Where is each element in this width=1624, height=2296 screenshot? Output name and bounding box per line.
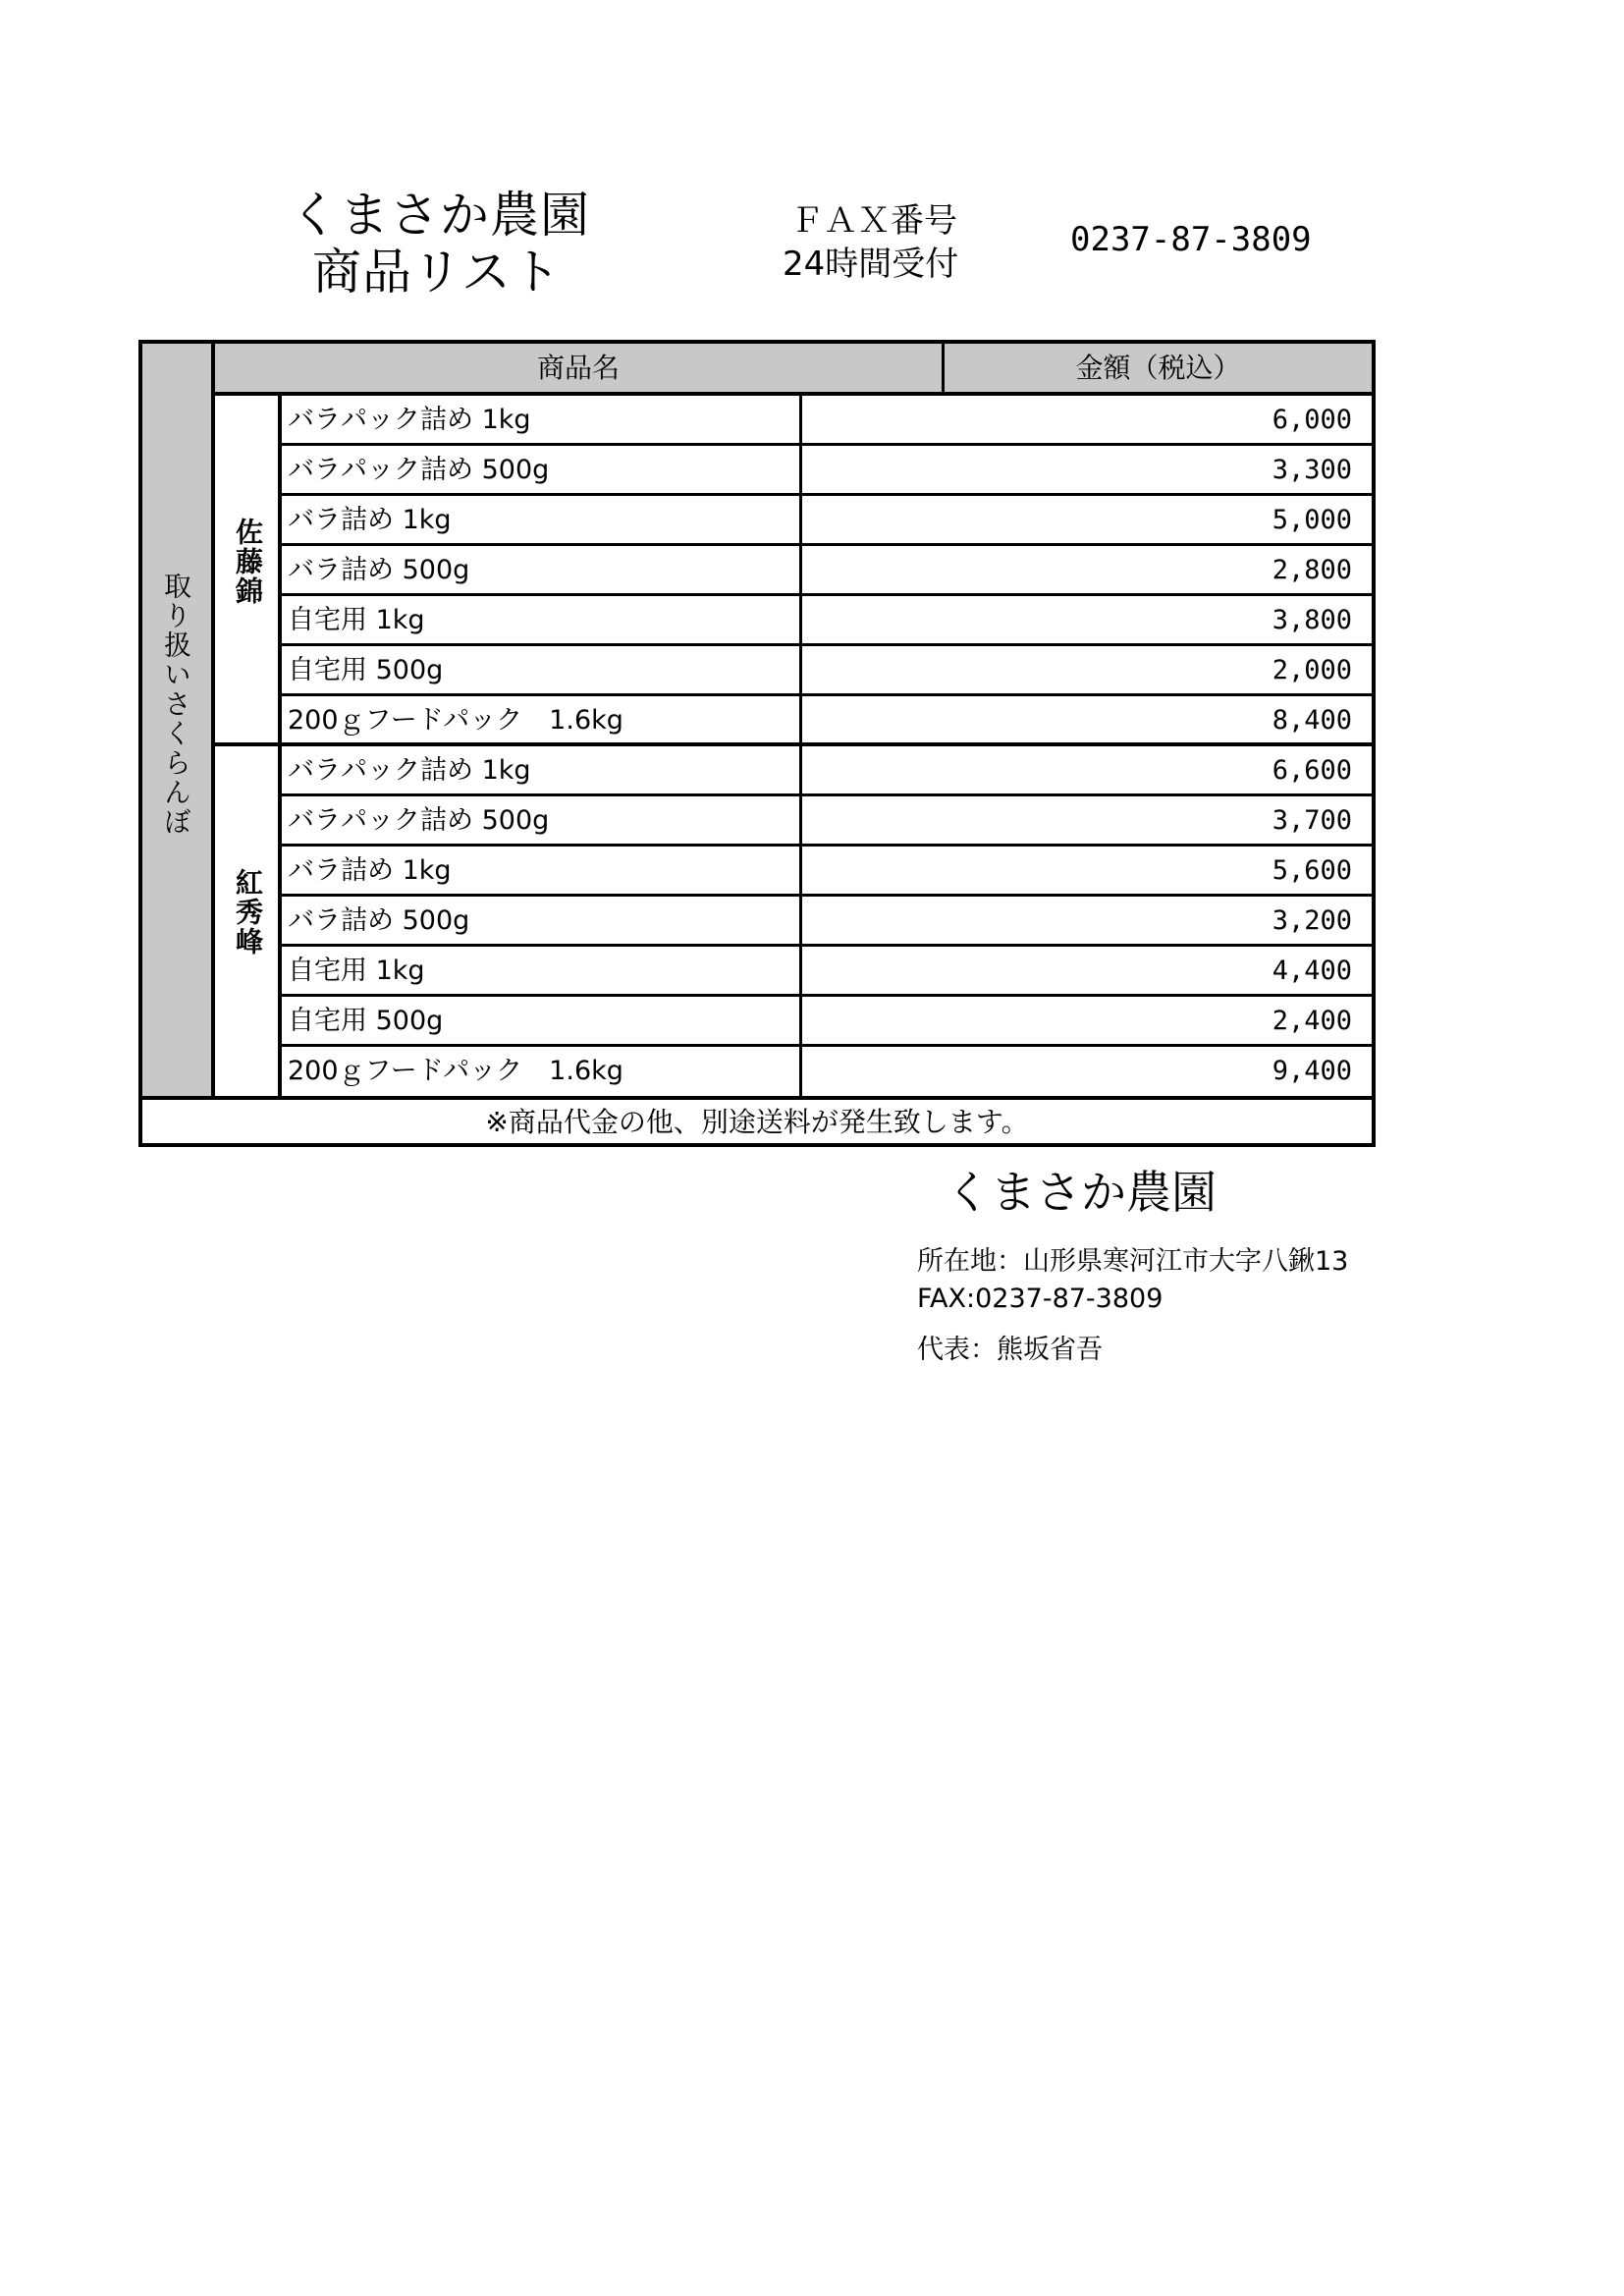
table-row bbox=[282, 496, 1372, 546]
product-price: 3,700 bbox=[802, 796, 1372, 847]
representative: 代表：熊坂省吾 bbox=[917, 1335, 1103, 1365]
variety-group-sato-nishiki bbox=[215, 396, 282, 746]
product-price: 5,000 bbox=[802, 496, 1372, 546]
fax-label: ＦＡＸ番号 bbox=[790, 201, 957, 241]
product-price: 3,200 bbox=[802, 897, 1372, 947]
variety-label: 紅秀峰 bbox=[232, 868, 264, 957]
product-price: 3,300 bbox=[802, 446, 1372, 496]
product-price: 6,000 bbox=[802, 396, 1372, 446]
product-name: 自宅用 500g bbox=[282, 646, 802, 696]
farm-name: くまさか農園 bbox=[946, 1166, 1217, 1219]
table-right-border bbox=[1372, 344, 1376, 1096]
table-row bbox=[282, 1047, 1372, 1096]
product-name: バラパック詰め 500g bbox=[282, 796, 802, 847]
product-table bbox=[138, 340, 1376, 1147]
product-name: バラ詰め 500g bbox=[282, 897, 802, 947]
table-row bbox=[282, 897, 1372, 947]
table-row bbox=[282, 997, 1372, 1047]
product-price: 2,000 bbox=[802, 646, 1372, 696]
product-name: 自宅用 1kg bbox=[282, 947, 802, 997]
fax-hours: 24時間受付 bbox=[783, 245, 959, 284]
product-name: バラパック詰め 1kg bbox=[282, 746, 802, 796]
variety-label: 佐藤錦 bbox=[232, 518, 264, 606]
table-row bbox=[282, 646, 1372, 696]
table-row bbox=[282, 596, 1372, 646]
product-name: バラ詰め 1kg bbox=[282, 496, 802, 546]
category-column bbox=[142, 344, 215, 1096]
category-label: 取り扱いさくらんぼ bbox=[160, 572, 192, 837]
product-name: 200ｇフードパック 1.6kg bbox=[282, 696, 802, 746]
document-title: くまさか農園 bbox=[290, 187, 590, 244]
fax-number: 0237-87-3809 bbox=[1070, 220, 1312, 259]
product-price: 9,400 bbox=[1272, 1056, 1352, 1086]
product-name: バラパック詰め 1kg bbox=[282, 396, 802, 446]
table-row bbox=[282, 796, 1372, 847]
fax-contact: FAX:0237-87-3809 bbox=[917, 1284, 1164, 1314]
document-subtitle: 商品リスト bbox=[312, 244, 562, 301]
product-name: バラ詰め 1kg bbox=[282, 847, 802, 897]
table-row bbox=[282, 746, 1372, 796]
product-price: 2,400 bbox=[802, 997, 1372, 1047]
product-price: 4,400 bbox=[802, 947, 1372, 997]
product-price: 6,600 bbox=[802, 746, 1372, 796]
table-row bbox=[282, 546, 1372, 596]
product-name: 自宅用 500g bbox=[282, 997, 802, 1047]
product-name: 自宅用 1kg bbox=[282, 596, 802, 646]
table-row bbox=[282, 847, 1372, 897]
address: 所在地：山形県寒河江市大字八鍬13 bbox=[917, 1246, 1349, 1277]
product-name: バラパック詰め 500g bbox=[282, 446, 802, 496]
variety-group-beni-shuho bbox=[215, 746, 282, 1096]
table-row bbox=[282, 396, 1372, 446]
product-name: 200ｇフードパック 1.6kg bbox=[282, 1047, 802, 1096]
table-header bbox=[215, 344, 1372, 396]
column-header-name: 商品名 bbox=[536, 352, 620, 384]
column-header-price: 金額（税込） bbox=[1075, 352, 1241, 384]
table-row bbox=[282, 947, 1372, 997]
product-name: バラ詰め 500g bbox=[282, 546, 802, 596]
product-price: 5,600 bbox=[802, 847, 1372, 897]
product-price: 8,400 bbox=[802, 696, 1372, 746]
table-row bbox=[282, 446, 1372, 496]
product-price: 2,800 bbox=[802, 546, 1372, 596]
table-row bbox=[282, 696, 1372, 746]
shipping-note: ※商品代金の他、別途送料が発生致します。 bbox=[142, 1096, 1372, 1143]
product-price: 3,800 bbox=[802, 596, 1372, 646]
